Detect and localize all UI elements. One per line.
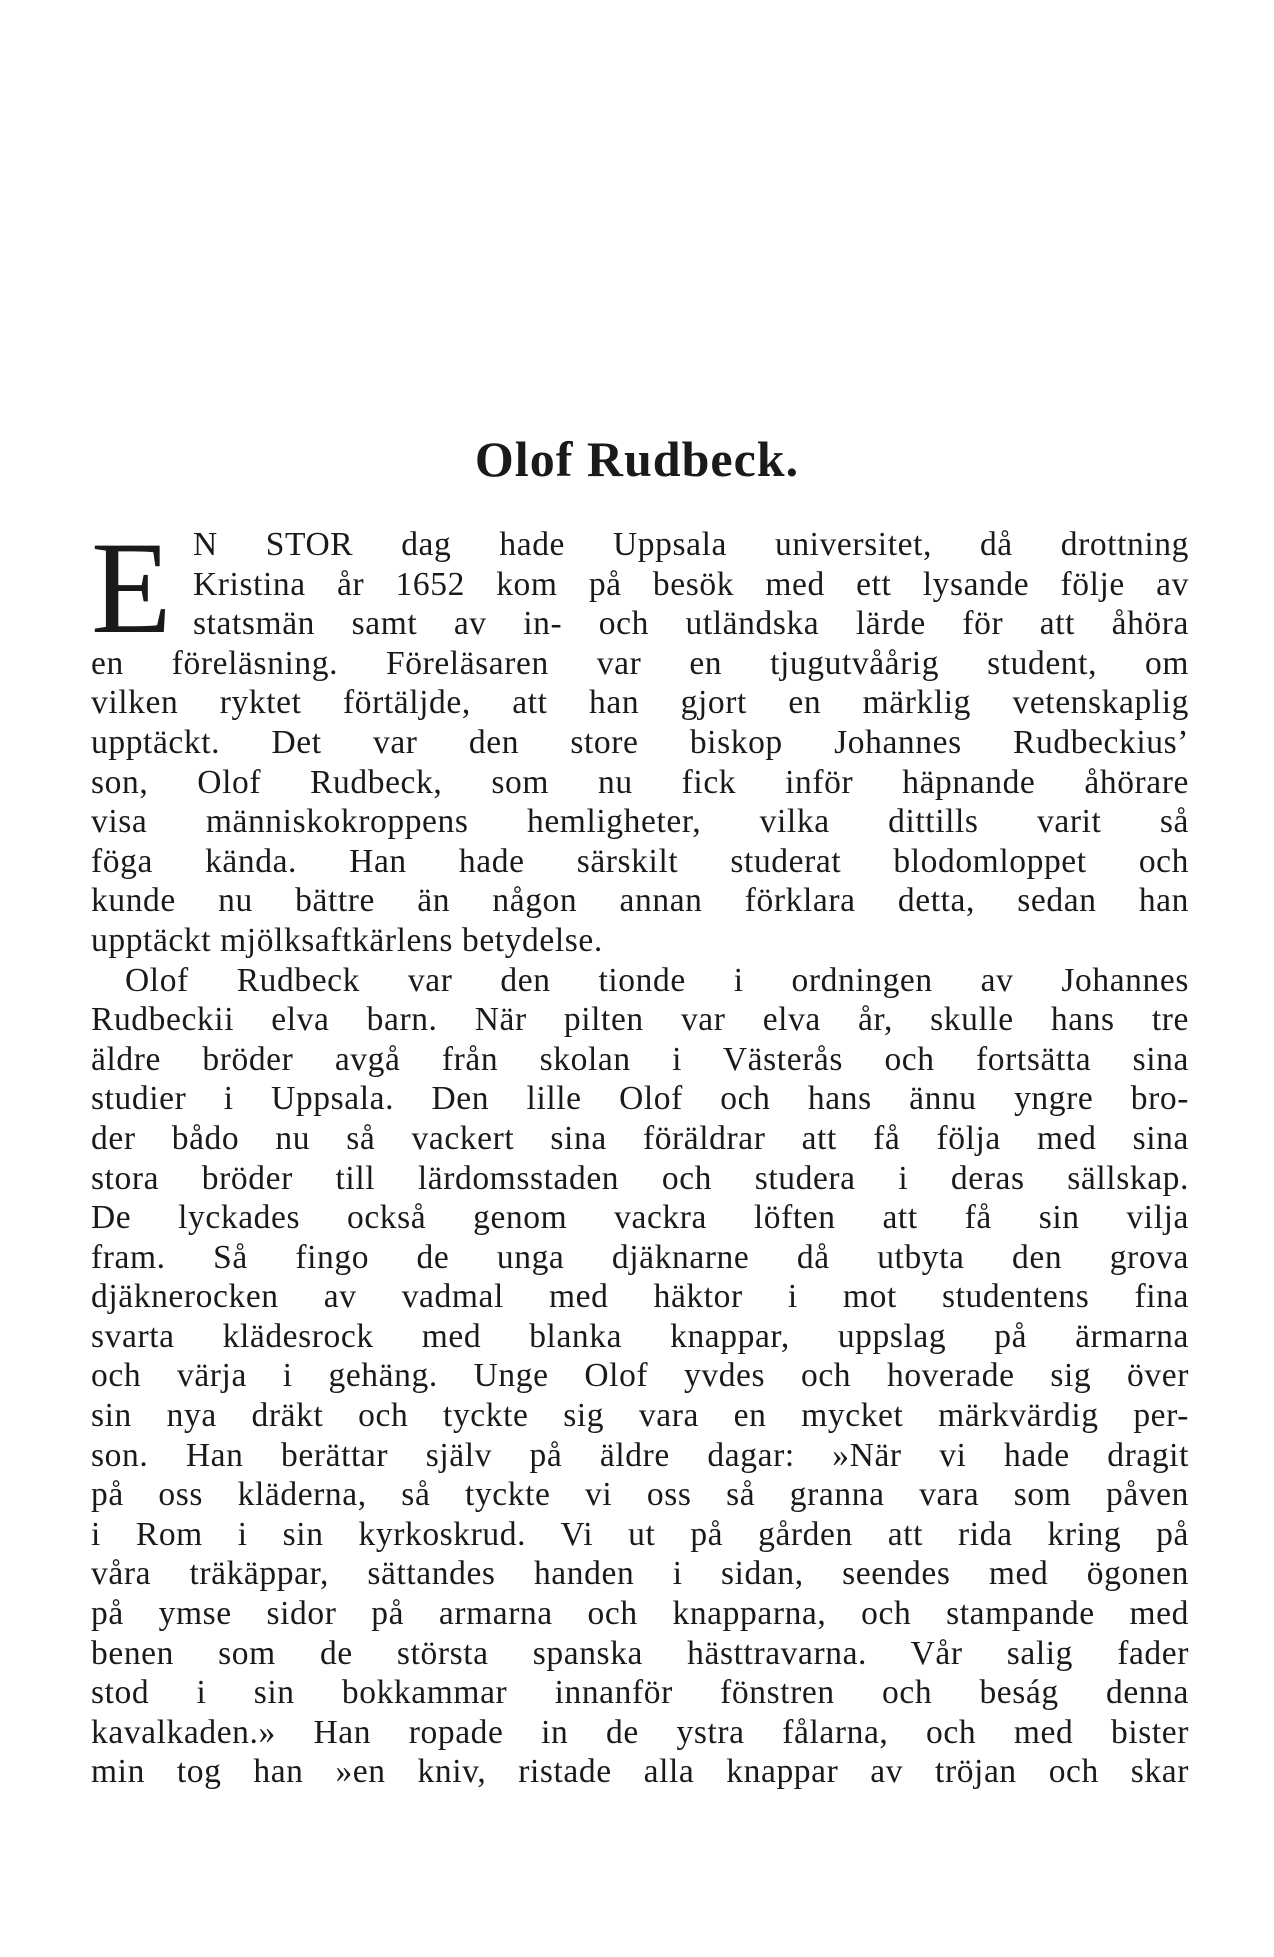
text-line: och värja i gehäng. Unge Olof yvdes och hoverade sig över [91,1357,1189,1395]
text-line: svarta klädesrock med blanka knappar, uppslag på ärmarna [91,1317,1189,1355]
drop-cap: E [91,514,173,661]
text-line: äldre bröder avgå från skolan i Västerås och fortsätta sina [91,1040,1189,1078]
text-line: Olof Rudbeck var den tionde i ordningen av Johannes [125,961,1189,999]
text-line: stora bröder till lärdomsstaden och studera i deras sällskap. [91,1159,1189,1197]
text-line: på oss kläderna, så tyckte vi oss så granna vara som påven [91,1476,1189,1514]
text-line: kavalkaden.» Han ropade in de ystra fålarna, och med bister [91,1713,1189,1751]
text-line: i Rom i sin kyrkoskrud. Vi ut på gården att rida kring på [91,1515,1189,1553]
text-line: benen som de största spanska hästtravarna. Vår salig fader [91,1634,1189,1672]
text-line: Rudbeckii elva barn. När pilten var elva år, skulle hans tre [91,1001,1189,1039]
first-paragraph [91,644,1189,961]
text-line: våra träkäppar, sättandes handen i sidan, seendes med ögonen [91,1555,1189,1593]
text-line: Kristina år 1652 kom på besök med ett lysande följe av [193,565,1189,603]
drop-cap-lines [193,525,1189,644]
text-line: visa människokroppens hemligheter, vilka dittills varit så [91,803,1189,841]
text-line: stod i sin bokkammar innanför fönstren och beság denna [91,1674,1189,1712]
text-line: der bådo nu så vackert sina föräldrar att få följa med sina [91,1119,1189,1157]
text-line: min tog han »en kniv, ristade alla knappar av tröjan och skar [91,1753,1189,1791]
text-line: upptäckt mjölksaftkärlens betydelse. [91,921,603,959]
text-line: upptäckt. Det var den store biskop Johannes Rudbeckius’ [91,723,1189,761]
chapter-title: Olof Rudbeck. [474,431,800,487]
second-paragraph [91,961,1189,1792]
text-line: statsmän samt av in- och utländska lärde för att åhöra [193,605,1189,643]
text-line: fram. Så fingo de unga djäknarne då utbyta den grova [91,1238,1189,1276]
text-line: djäknerocken av vadmal med häktor i mot studentens fina [91,1278,1189,1316]
text-line: De lyckades också genom vackra löften att få sin vilja [91,1199,1189,1237]
text-line: föga kända. Han hade särskilt studerat blodomloppet och [91,842,1189,880]
text-line: son, Olof Rudbeck, som nu fick inför häpnande åhörare [91,763,1189,801]
text-line: studier i Uppsala. Den lille Olof och hans ännu yngre bro- [91,1080,1189,1118]
text-line: son. Han berättar själv på äldre dagar: »När vi hade dragit [91,1436,1189,1474]
text-line: kunde nu bättre än någon annan förklara detta, sedan han [91,882,1189,920]
text-line: vilken ryktet förtäljde, att han gjort en märklig vetenskaplig [91,684,1189,722]
text-line: sin nya dräkt och tyckte sig vara en mycket märkvärdig per- [91,1397,1189,1435]
text-line: på ymse sidor på armarna och knapparna, och stampande med [91,1595,1189,1633]
text-line: N STOR dag hade Uppsala universitet, då drottning [193,526,1189,563]
opening-lines [91,514,1189,661]
body-text [91,514,1189,1792]
text-line: en föreläsning. Föreläsaren var en tjugutvåårig student, om [91,644,1189,682]
